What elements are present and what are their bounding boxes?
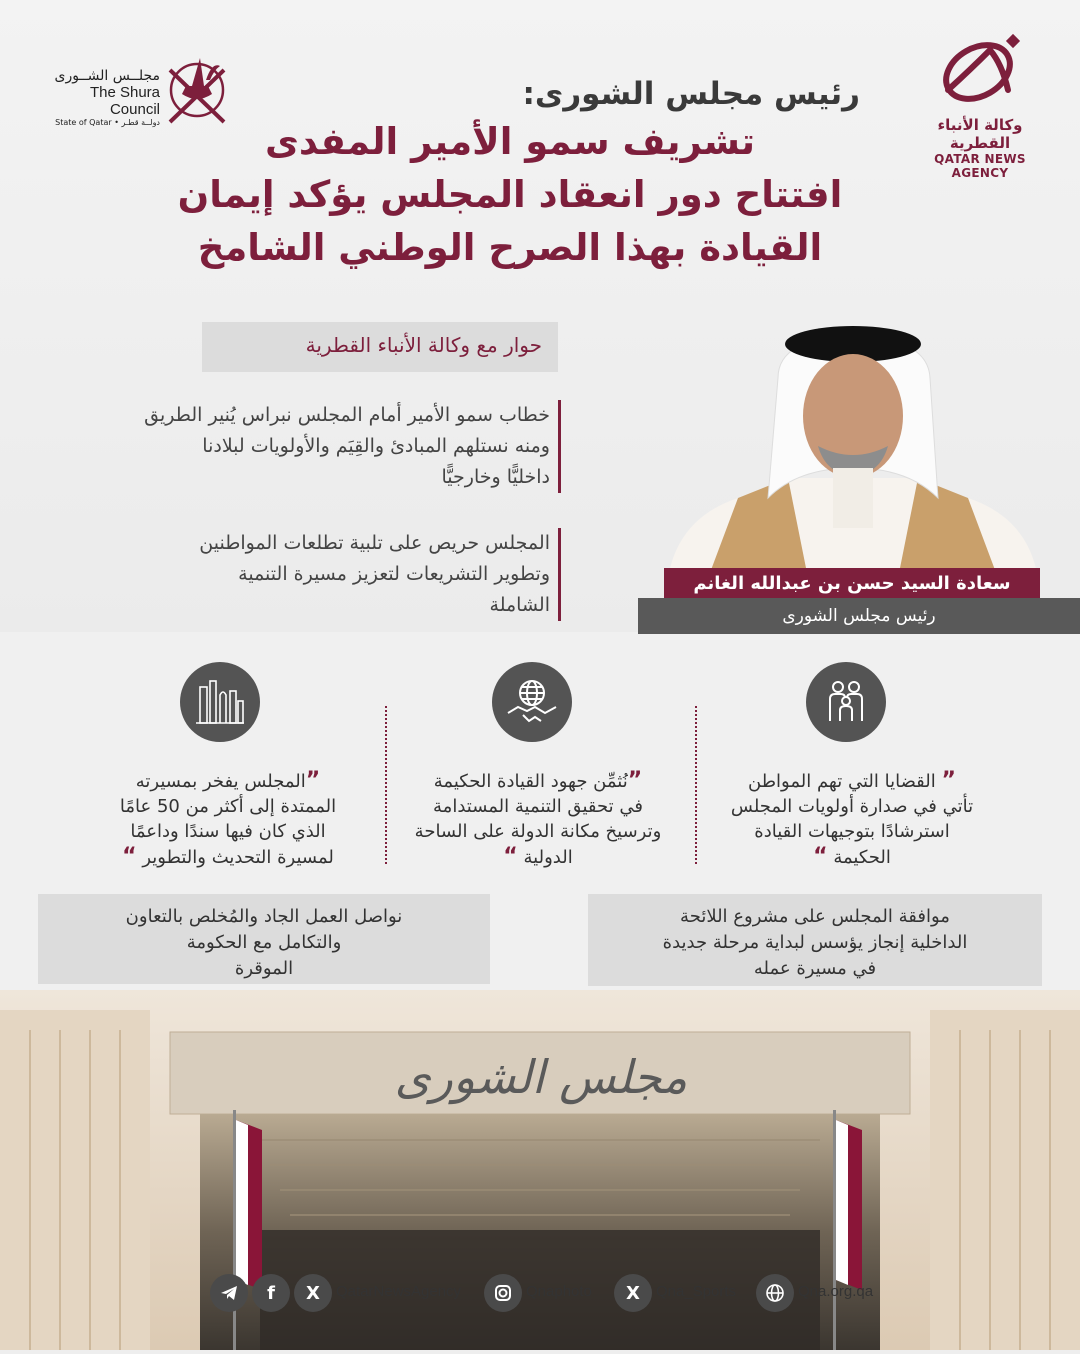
city-skyline-icon [180,662,260,742]
highlight-box-2 [38,894,490,984]
person-name: سعادة السيد حسن بن عبدالله الغانم [664,568,1040,600]
icon-quote-line: الذي كان فيها سندًا وداعمًا [130,821,326,842]
top-quote-2-line: الشاملة [489,594,550,616]
icon-quote-line: تأتي في صدارة أولويات المجلس [730,796,974,817]
icon-quote-line: لمسيرة التحديث والتطوير [142,847,334,868]
top-quote-1-line: خطاب سمو الأمير أمام المجلس نبراس يُنير الطريق [144,404,550,426]
social-handle-qatarnewsagency[interactable]: QatarNewsAgency [336,1283,462,1300]
icon-quote-line: استرشادًا بتوجيهات القيادة [754,821,950,842]
highlight-line: الداخلية إنجاز يؤسس لبداية مرحلة جديدة [662,932,968,953]
icon-quote-1 [712,768,992,870]
highlight-line: موافقة المجلس على مشروع اللائحة [680,906,950,927]
highlight-line: والتكامل مع الحكومة [186,932,342,953]
quote-mark-icon: ” [627,768,643,793]
family-icon [806,662,886,742]
highlight-line: في مسيرة عمله [753,958,877,979]
interview-tag: حوار مع وكالة الأنباء القطرية [202,322,558,372]
website-link[interactable]: Qna.org.qa [798,1283,874,1300]
icon-quote-3 [88,768,368,870]
social-handle-qnaphoto[interactable]: Qnaphoto [526,1283,592,1300]
building-sign: مجلس الشورى [394,1050,688,1104]
icon-quote-line: الممتدة إلى أكثر من 50 عامًا [119,796,337,817]
icon-quote-2 [398,768,678,870]
top-quote-1-line: ومنه نستلهم المبادئ والقِيَم والأولويات لبلادنا [202,435,550,457]
headline-line-3: القيادة بهذا الصرح الوطني الشامخ [197,226,823,269]
highlight-box-1 [588,894,1042,986]
quote-mark-icon: “ [122,844,137,869]
top-quote-1 [70,400,561,493]
headline-subtitle: رئيس مجلس الشورى: [522,76,860,112]
highlight-line: الموقرة [234,958,294,979]
x-icon[interactable]: X [614,1274,652,1312]
qna-logo [905,30,1055,180]
headline-line-1: تشريف سمو الأمير المفدى [264,120,756,163]
social-bar [210,1274,910,1312]
icon-quote-line: وترسيخ مكانة الدولة على الساحة [414,821,662,842]
instagram-icon[interactable] [484,1274,522,1312]
headline [160,76,860,271]
qna-name-ar: وكالة الأنباء القطرية [937,116,1023,152]
x-icon[interactable]: X [294,1274,332,1312]
icon-quote-line: الدولية [523,847,573,868]
qna-emblem-icon [930,30,1030,110]
shura-name-en: The Shura Council [89,84,160,118]
top-quote-1-line: داخليًّا وخارجيًّا [441,466,550,488]
headline-line-2: افتتاح دور انعقاد المجلس يؤكد إيمان [177,173,843,216]
icon-quote-line: المجلس يفخر بمسيرته [135,771,306,792]
icon-quote-line: الحكيمة [833,847,891,868]
shura-state: State of Qatar • دولــة قطـر [55,118,160,127]
top-quote-2 [70,528,561,621]
quote-mark-icon: ” [305,768,321,793]
highlight-line: نواصل العمل الجاد والمُخلص بالتعاون [125,906,403,927]
globe-icon[interactable] [756,1274,794,1312]
person-role: رئيس مجلس الشورى [638,598,1080,634]
icon-quote-line: نُثمِّن جهود القيادة الحكيمة [433,771,628,792]
shura-name-ar: مجلــس الشــورى [54,68,160,84]
portrait-photo [668,318,1038,578]
divider [695,706,697,864]
top-quote-2-line: المجلس حريص على تلبية تطلعات المواطنين [199,532,550,554]
social-handle-qna-sports[interactable]: Qna_Sports [656,1283,737,1300]
quote-mark-icon: “ [503,844,518,869]
globe-handshake-icon [492,662,572,742]
divider [385,706,387,864]
telegram-icon[interactable] [210,1274,248,1312]
qna-name-en: QATAR NEWS AGENCY [934,152,1026,180]
top-quote-2-line: وتطوير التشريعات لتعزيز مسيرة التنمية [238,563,550,585]
quote-mark-icon: ” [941,768,956,793]
icon-quote-line: القضايا التي تهم المواطن [748,771,936,792]
quote-mark-icon: “ [813,844,828,869]
facebook-icon[interactable]: f [252,1274,290,1312]
icon-quote-line: في تحقيق التنمية المستدامة [433,796,643,817]
